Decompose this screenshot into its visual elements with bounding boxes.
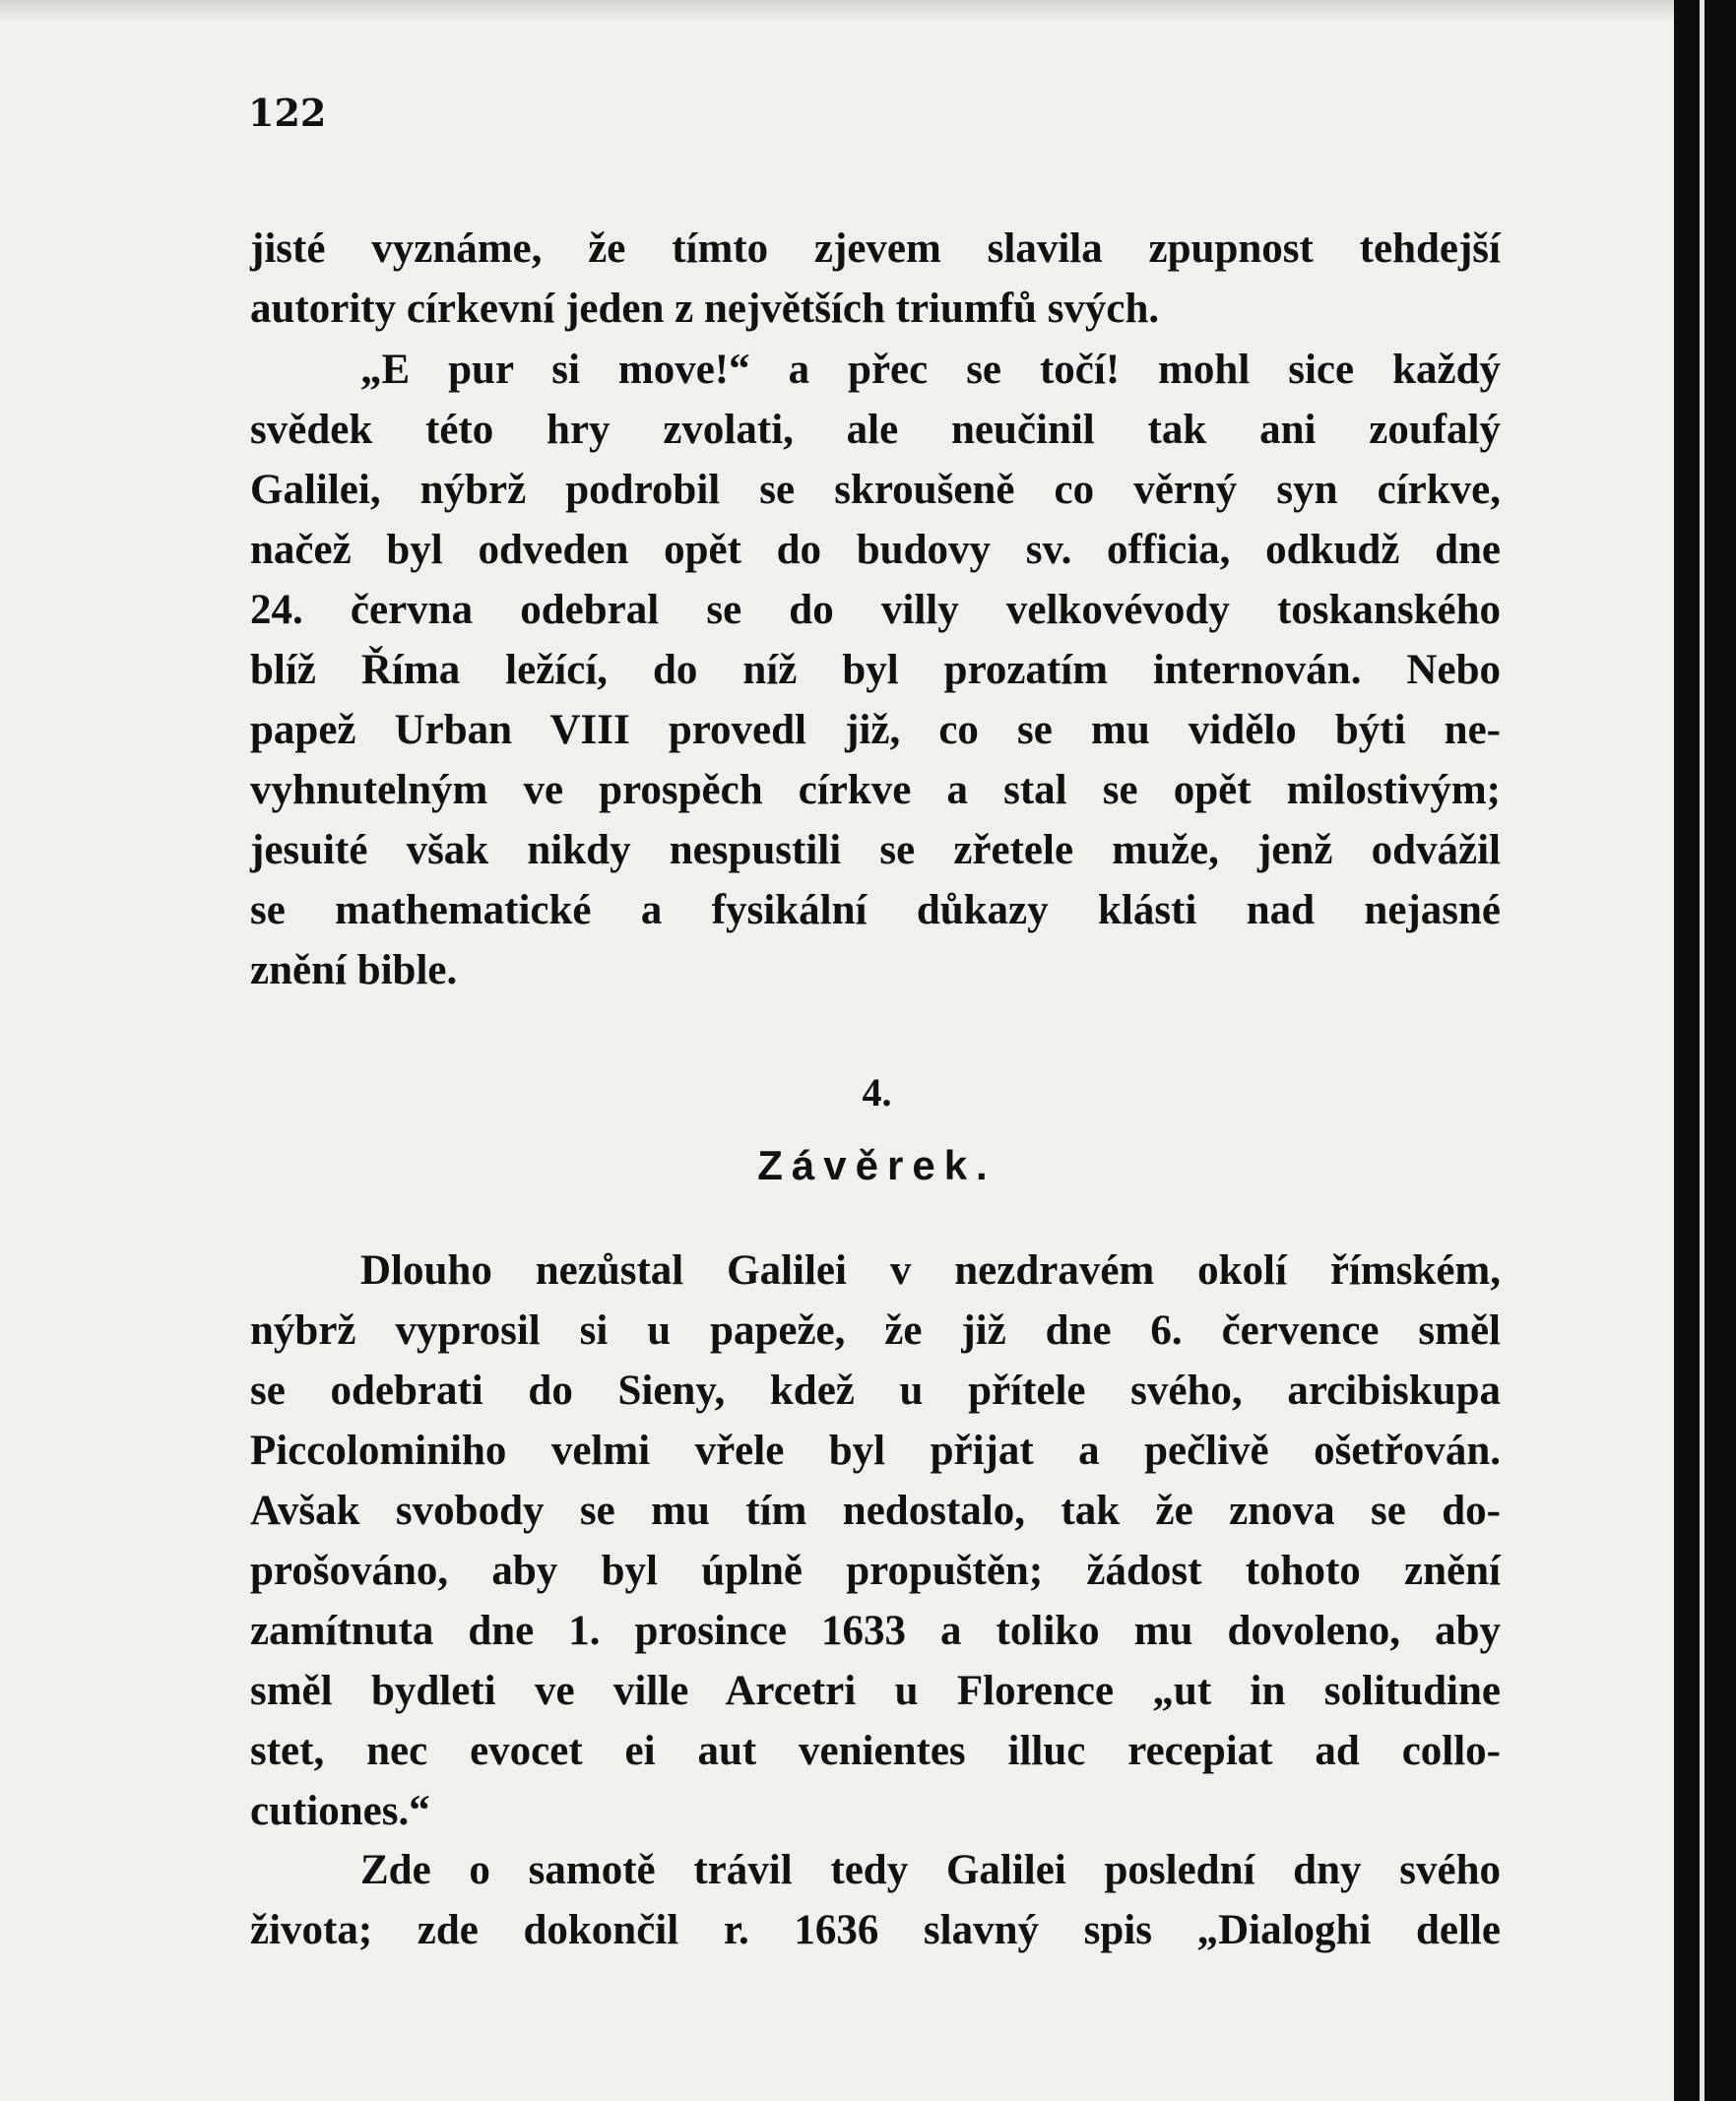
paragraph xyxy=(250,1241,1501,1841)
text-line: se odebrati do Sieny, kdež u přítele svého, arcibiskupa xyxy=(250,1368,1501,1414)
scan-border xyxy=(1674,0,1736,2101)
text-line: blíž Říma ležící, do níž byl prozatím internován. Nebo xyxy=(250,647,1501,693)
text-line: jesuité však nikdy nespustili se zřetele muže, jenž odvážil xyxy=(250,827,1501,873)
text-line: stet, nec evocet ei aut venientes illuc recepiat ad collo- xyxy=(250,1728,1501,1774)
section-number xyxy=(0,1069,1674,1115)
section-title-text: Závěrek. xyxy=(757,1142,997,1188)
text-line: Dlouho nezůstal Galilei v nezdravém okolí římském, xyxy=(360,1247,1501,1294)
text-line: směl bydleti ve ville Arcetri u Florence „ut in solitudine xyxy=(250,1668,1501,1714)
text-line: prošováno, aby byl úplně propuštěn; žádost tohoto znění xyxy=(250,1548,1501,1594)
text-line: jisté vyznáme, že tímto zjevem slavila zpupnost tehdejší xyxy=(250,225,1501,272)
text-line: papež Urban VIII provedl již, co se mu vidělo býti ne- xyxy=(250,707,1501,753)
text-line: znění bible. xyxy=(250,947,458,993)
text-line: Galilei, nýbrž podrobil se skroušeně co věrný syn církve, xyxy=(250,467,1501,513)
section-number-text: 4. xyxy=(862,1070,892,1114)
text-line: načež byl odveden opět do budovy sv. officia, odkudž dne xyxy=(250,527,1501,573)
text-line: „E pur si move!“ a přec se točí! mohl sice každý xyxy=(360,347,1501,393)
text-line: autority církevní jeden z největších triumfů svých. xyxy=(250,286,1160,332)
text-line: života; zde dokončil r. 1636 slavný spis „Dialoghi delle xyxy=(250,1907,1501,1953)
text-line: Piccolominiho velmi vřele byl přijat a pečlivě ošetřován. xyxy=(250,1428,1501,1474)
paragraph xyxy=(250,219,1501,339)
text-line: cutiones.“ xyxy=(250,1788,430,1834)
text-line: 24. června odebral se do villy velkovévody toskanského xyxy=(250,587,1501,633)
text-line: Avšak svobody se mu tím nedostalo, tak že znova se do- xyxy=(250,1488,1501,1534)
text-line: zamítnuta dne 1. prosince 1633 a toliko mu dovoleno, aby xyxy=(250,1608,1501,1654)
text-line: nýbrž vyprosil si u papeže, že již dne 6. července směl xyxy=(250,1307,1501,1354)
paragraph xyxy=(250,340,1501,1000)
text-line: vyhnutelným ve prospěch církve a stal se opět milostivým; xyxy=(250,767,1501,813)
page-number: 122 xyxy=(248,91,327,135)
text-line: Zde o samotě trávil tedy Galilei poslední dny svého xyxy=(360,1847,1501,1893)
section-title xyxy=(0,1142,1674,1189)
text-line: se mathematické a fysikální důkazy klásti nad nejasné xyxy=(250,887,1501,933)
paragraph xyxy=(250,1840,1501,1960)
text-line: svědek této hry zvolati, ale neučinil tak ani zoufalý xyxy=(250,407,1501,453)
